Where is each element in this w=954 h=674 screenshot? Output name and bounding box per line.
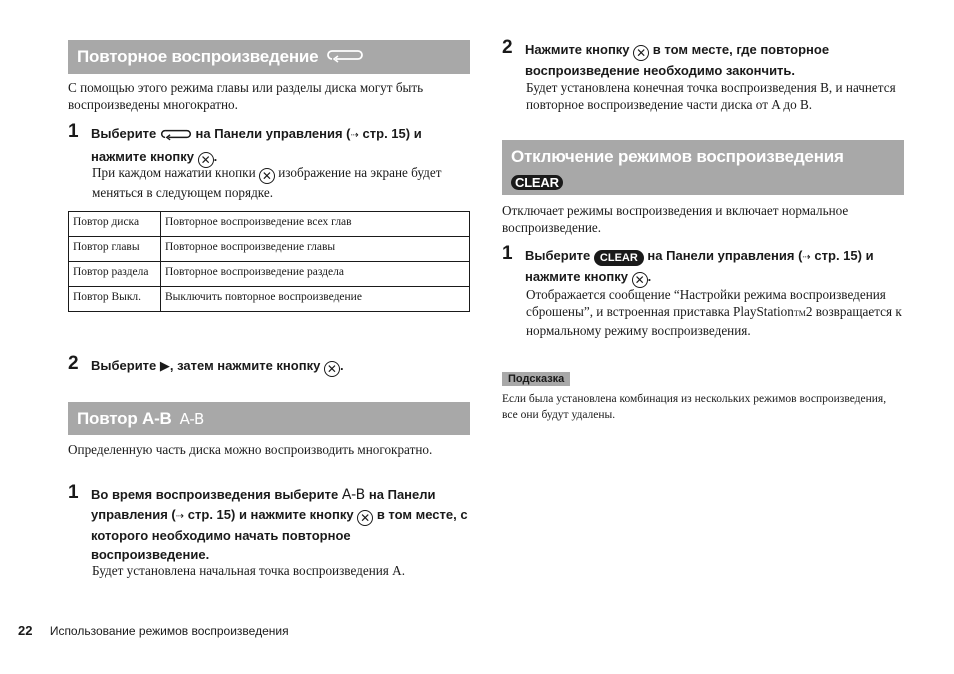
step-text-part: на Панели управления ( — [647, 248, 803, 263]
x-button-icon: ✕ — [324, 361, 340, 377]
section-title: Повтор A-B — [77, 408, 172, 428]
step-number: 2 — [68, 353, 79, 374]
x-button-icon: ✕ — [632, 272, 648, 288]
table-row — [69, 262, 470, 287]
step-text-part: Выберите — [91, 126, 157, 141]
step-text-part: . — [647, 269, 652, 284]
ab-icon: A-B — [179, 409, 205, 428]
repeat-icon — [326, 46, 364, 69]
step-number: 1 — [68, 482, 79, 503]
step-text-part: Во время воспроизведения выберите — [91, 487, 339, 502]
step-text-part: . — [213, 149, 218, 164]
footer-text: Использование режимов воспроизведения — [49, 624, 289, 638]
table-cell-mode: Повтор диска — [69, 212, 161, 237]
step-text-part: , затем нажмите кнопку — [169, 358, 321, 373]
table-cell-mode: Повтор главы — [69, 237, 161, 262]
intro-text: Отключает режимы воспроизведения и включает нормальное воспроизведение. — [502, 203, 849, 235]
table-cell-desc: Повторное воспроизведение главы — [161, 237, 470, 262]
x-button-icon: ✕ — [357, 510, 373, 526]
step-text-part: Выберите — [525, 248, 591, 263]
desc-part: 2 возвращается к нормальному режиму воспроизведения. — [526, 304, 902, 338]
clear-icon: CLEAR — [511, 175, 563, 190]
section-header-ab — [68, 402, 470, 435]
step-description: Будет установлена конечная точка воспроизведения B, и начнется повторное воспроизведение части диска от A до B. — [526, 80, 896, 112]
step-text-part: на Панели управления ( — [91, 487, 436, 522]
table-row — [69, 237, 470, 262]
section-title: Отключение режимов воспроизведения — [511, 147, 844, 166]
table-row — [69, 212, 470, 237]
step-text-part: в том месте, где повторное воспроизведение необходимо закончить. — [525, 42, 830, 78]
desc-part: Отображается сообщение “Настройки режима воспроизведения сброшены”, и встроенная приставка PlayStation — [526, 287, 886, 319]
hint-text: Если была установлена комбинация из нескольких режимов воспроизведения, все они будут удалены. — [502, 393, 887, 421]
step-text-part: в том месте, с которого необходимо начать повторное воспроизведение. — [91, 507, 468, 562]
table-cell-desc: Повторное воспроизведение раздела — [161, 262, 470, 287]
step-instruction — [91, 485, 471, 564]
repeat-modes-table — [68, 211, 470, 312]
step-text-part: . — [339, 358, 344, 373]
section-title: Повторное воспроизведение — [77, 47, 319, 66]
step-instruction — [91, 124, 471, 168]
intro-text: Определенную часть диска можно воспроизводить многократно. — [68, 442, 433, 457]
section-header-clear — [502, 140, 904, 195]
x-button-icon: ✕ — [633, 45, 649, 61]
x-button-icon: ✕ — [259, 168, 275, 184]
clear-badge-row — [511, 170, 895, 192]
step-text-part: стр. 15) и нажмите кнопку — [91, 126, 422, 164]
step-text-part: Выберите — [91, 358, 157, 373]
play-icon: ▶ — [159, 359, 170, 374]
table-row — [69, 287, 470, 312]
page-ref-arrow-icon: ⇢ — [175, 511, 185, 522]
table-cell-mode: Повтор Выкл. — [69, 287, 161, 312]
step-text-part: стр. 15) и нажмите кнопку — [525, 248, 874, 284]
step-text-part: стр. 15) и нажмите кнопку — [187, 507, 354, 522]
x-button-icon: ✕ — [198, 152, 214, 168]
step-text-part: на Панели управления ( — [195, 126, 351, 141]
step-number: 1 — [502, 243, 513, 264]
desc-part: При каждом нажатии кнопки — [92, 165, 256, 180]
trademark-mark: TM — [793, 309, 806, 318]
page-number: 22 — [18, 623, 33, 638]
desc-part: изображение на экране будет меняться в следующем порядке. — [92, 165, 442, 200]
step-instruction — [525, 40, 905, 80]
step-description — [526, 286, 904, 339]
step-text-part: Нажмите кнопку — [525, 42, 630, 57]
step-number: 1 — [68, 121, 79, 142]
page-footer — [18, 623, 289, 638]
ab-icon: A-B — [341, 487, 366, 503]
page-ref-arrow-icon: ⇢ — [802, 252, 811, 263]
page-ref-arrow-icon: ⇢ — [350, 130, 359, 141]
step-instruction — [91, 356, 471, 377]
clear-icon: CLEAR — [594, 250, 644, 266]
repeat-icon — [160, 126, 192, 147]
table-cell-desc: Повторное воспроизведение всех глав — [161, 212, 470, 237]
hint-label: Подсказка — [502, 372, 570, 386]
intro-text: С помощью этого режима главы или разделы диска могут быть воспроизведены многократно. — [68, 80, 424, 112]
step-number: 2 — [502, 37, 513, 58]
table-cell-mode: Повтор раздела — [69, 262, 161, 287]
step-description — [92, 164, 470, 201]
section-header-repeat — [68, 40, 470, 74]
step-instruction — [525, 246, 905, 288]
step-description: Будет установлена начальная точка воспроизведения A. — [92, 563, 405, 578]
table-cell-desc: Выключить повторное воспроизведение — [161, 287, 470, 312]
